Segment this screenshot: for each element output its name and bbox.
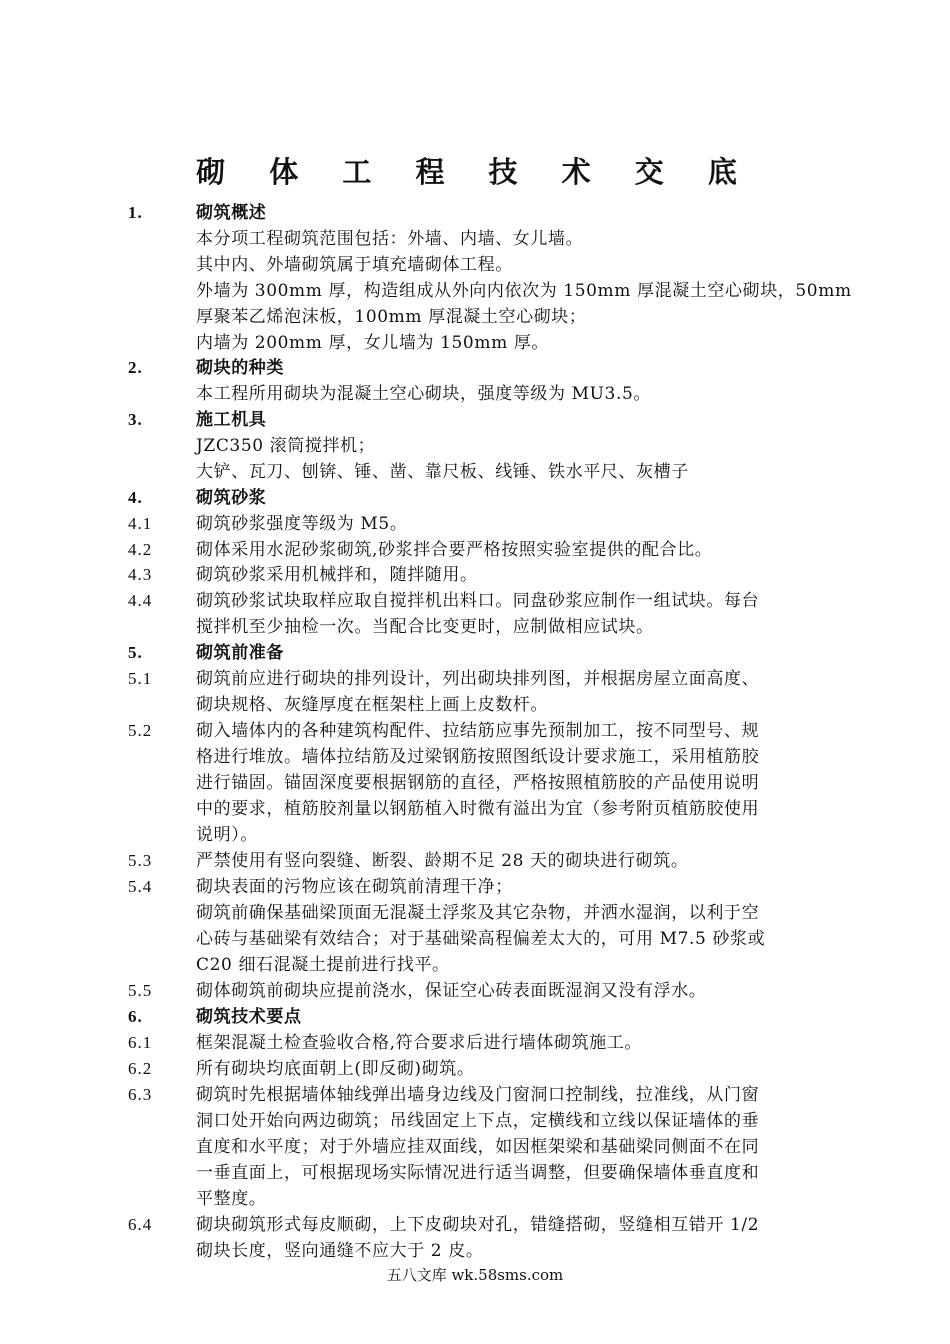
body-line [0, 744, 950, 770]
section-number: 2. [128, 358, 143, 377]
line-text: 砌筑前应进行砌块的排列设计，列出砌块排列图，并根据房屋立面高度、 [196, 669, 760, 689]
line-text: 砌筑前确保基础梁顶面无混凝土浮浆及其它杂物，并洒水湿润，以利于空 [196, 903, 760, 923]
line-text: C20 细石混凝土提前进行找平。 [196, 955, 450, 975]
item-number: 5.1 [128, 669, 153, 688]
body-line [0, 304, 950, 330]
section-number: 4. [128, 488, 143, 507]
body-line [0, 588, 950, 614]
line-text: 说明）。 [196, 825, 258, 845]
item-number: 4.4 [128, 591, 153, 610]
body-line [0, 796, 950, 822]
item-number: 6.3 [128, 1085, 153, 1104]
line-text: 直度和水平度；对于外墙应挂双面线，如因框架梁和基础梁同侧面不在同 [196, 1137, 760, 1157]
line-text: JZC350 滚筒搅拌机； [196, 436, 376, 456]
section-title: 砌块的种类 [196, 358, 284, 378]
body-line [0, 874, 950, 900]
body-line [0, 666, 950, 692]
line-text: 洞口处开始向两边砌筑；吊线固定上下点，定横线和立线以保证墙体的垂 [196, 1111, 760, 1131]
line-text: 砌块长度，竖向通缝不应大于 2 皮。 [196, 1241, 484, 1261]
body-line [0, 1082, 950, 1108]
line-text: 格进行堆放。墙体拉结筋及过梁钢筋按照图纸设计要求施工，采用植筋胶 [196, 747, 760, 767]
line-text: 一垂直面上，可根据现场实际情况进行适当调整，但要确保墙体垂直度和 [196, 1163, 760, 1183]
section-heading [0, 485, 950, 511]
body-line [0, 330, 950, 356]
line-text: 砌块表面的污物应该在砌筑前清理干净； [196, 877, 513, 897]
line-text: 砌块砌筑形式每皮顺砌，上下皮砌块对孔，错缝搭砌，竖缝相互错开 1/2 [196, 1215, 760, 1235]
section-number: 3. [128, 410, 143, 429]
line-text: 本分项工程砌筑范围包括：外墙、内墙、女儿墙。 [196, 229, 584, 249]
body-line [0, 1212, 950, 1238]
line-text: 搅拌机至少抽检一次。当配合比变更时，应制做相应试块。 [196, 617, 654, 637]
section-heading [0, 200, 950, 226]
line-text: 砌体砌筑前砌块应提前浇水，保证空心砖表面既湿润又没有浮水。 [196, 981, 707, 1001]
line-text: 大铲、瓦刀、刨锛、锤、凿、靠尺板、线锤、铁水平尺、灰槽子 [196, 462, 689, 482]
line-text: 砌筑砂浆采用机械拌和，随拌随用。 [196, 565, 478, 585]
body-line [0, 1108, 950, 1134]
section-title: 砌筑砂浆 [196, 488, 267, 508]
item-number: 5.3 [128, 851, 153, 870]
item-number: 6.2 [128, 1059, 153, 1078]
line-text: 厚聚苯乙烯泡沫板，100mm 厚混凝土空心砌块； [196, 307, 587, 327]
section-heading [0, 640, 950, 666]
item-number: 5.4 [128, 877, 153, 896]
body-line [0, 433, 950, 459]
line-text: 砌块规格、灰缝厚度在框架柱上画上皮数杆。 [196, 695, 548, 715]
section-title: 砌筑前准备 [196, 643, 284, 663]
line-text: 框架混凝土检查验收合格,符合要求后进行墙体砌筑施工。 [196, 1033, 643, 1053]
body-line [0, 614, 950, 640]
body-line [0, 718, 950, 744]
section-heading [0, 407, 950, 433]
line-text: 心砖与基础梁有效结合；对于基础梁高程偏差太大的，可用 M7.5 砂浆或 [196, 929, 766, 949]
item-number: 5.2 [128, 721, 153, 740]
body-line [0, 381, 950, 407]
body-line [0, 926, 950, 952]
body-line [0, 459, 950, 485]
body-line [0, 278, 950, 304]
line-text: 砌筑砂浆强度等级为 M5。 [196, 514, 408, 534]
line-text: 本工程所用砌块为混凝土空心砌块，强度等级为 MU3.5。 [196, 384, 651, 404]
section-number: 5. [128, 643, 143, 662]
line-text: 严禁使用有竖向裂缝、断裂、龄期不足 28 天的砌块进行砌筑。 [196, 851, 689, 871]
body-line [0, 848, 950, 874]
body-line [0, 692, 950, 718]
body-line [0, 226, 950, 252]
section-title: 砌筑概述 [196, 203, 267, 223]
item-number: 6.1 [128, 1033, 153, 1052]
item-number: 5.5 [128, 981, 153, 1000]
line-text: 进行锚固。锚固深度要根据钢筋的直径，严格按照植筋胶的产品使用说明 [196, 773, 760, 793]
section-title: 砌筑技术要点 [196, 1007, 302, 1027]
body-line [0, 978, 950, 1004]
section-heading [0, 1004, 950, 1030]
body-line [0, 1030, 950, 1056]
item-number: 6.4 [128, 1215, 153, 1234]
line-text: 平整度。 [196, 1189, 267, 1209]
body-line [0, 770, 950, 796]
item-number: 4.3 [128, 565, 153, 584]
body-line [0, 1186, 950, 1212]
line-text: 所有砌块均底面朝上(即反砌)砌筑。 [196, 1059, 475, 1079]
line-text: 内墙为 200mm 厚，女儿墙为 150mm 厚。 [196, 333, 549, 353]
body-line [0, 252, 950, 278]
body-line [0, 900, 950, 926]
body-line [0, 1160, 950, 1186]
line-text: 外墙为 300mm 厚，构造组成从外向内依次为 150mm 厚混凝土空心砌块，50mm [196, 281, 852, 301]
footer-watermark: 五八文库 wk.58sms.com [386, 1266, 564, 1284]
body-line [0, 952, 950, 978]
body-line [0, 1056, 950, 1082]
line-text: 其中内、外墙砌筑属于填充墙砌体工程。 [196, 255, 513, 275]
item-number: 4.2 [128, 540, 153, 559]
line-text: 砌体采用水泥砂浆砌筑,砂浆拌合要严格按照实验室提供的配合比。 [196, 540, 713, 560]
section-number: 1. [128, 203, 143, 222]
section-number: 6. [128, 1007, 143, 1026]
line-text: 中的要求，植筋胶剂量以钢筋植入时微有溢出为宜（参考附页植筋胶使用 [196, 799, 760, 819]
body-line [0, 537, 950, 563]
section-title: 施工机具 [196, 410, 267, 430]
body-line [0, 1134, 950, 1160]
document-title: 砌 体 工 程 技 术 交 底 [196, 155, 754, 189]
item-number: 4.1 [128, 514, 153, 533]
line-text: 砌筑砂浆试块取样应取自搅拌机出料口。同盘砂浆应制作一组试块。每台 [196, 591, 760, 611]
body-line [0, 562, 950, 588]
body-line [0, 1238, 950, 1264]
line-text: 砌入墙体内的各种建筑构配件、拉结筋应事先预制加工，按不同型号、规 [196, 721, 760, 741]
body-line [0, 511, 950, 537]
line-text: 砌筑时先根据墙体轴线弹出墙身边线及门窗洞口控制线，拉准线，从门窗 [196, 1085, 760, 1105]
body-line [0, 822, 950, 848]
section-heading [0, 355, 950, 381]
